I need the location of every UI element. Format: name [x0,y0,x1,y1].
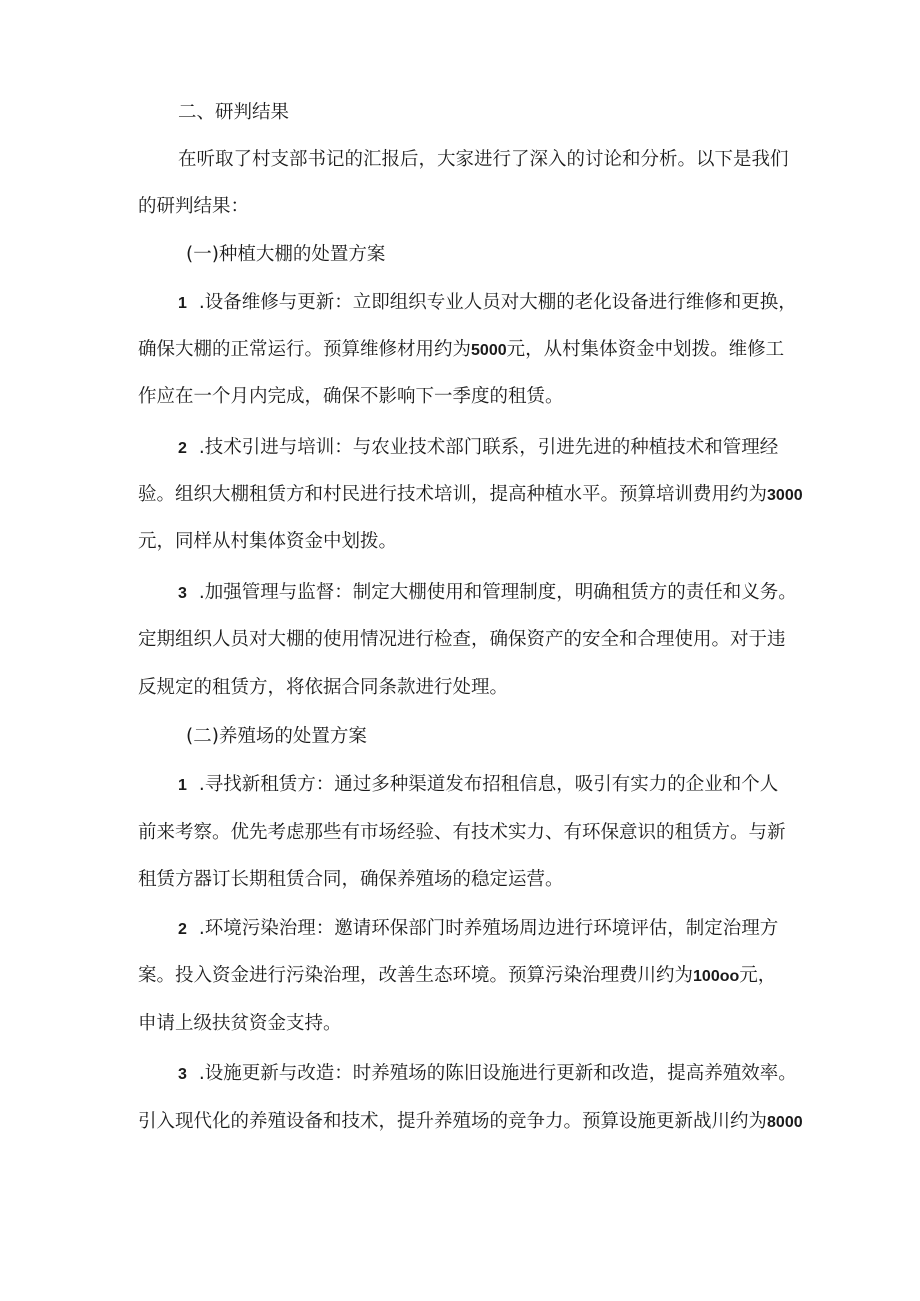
sub2-item-2-line-3: 申请上级扶贫资金支持。 [138,1013,342,1034]
sub2-item-2-line-2 [138,963,776,990]
item-number: 2 [178,440,187,457]
item-text: .设备维修与更新：立即组织专业人员对大棚的老化设备进行维修和更换， [198,292,797,313]
sub2-item-3-line-2 [138,1109,803,1136]
item-text: 案。投入资金进行污染治理，改善生态环境。预算污染治理费川约为 [138,965,694,986]
sub2-item-1-line-1 [178,772,778,799]
subsection-2-heading: (二)养殖场的处置方案 [186,726,367,747]
budget-amount: 3000 [767,487,803,504]
budget-amount: 8000 [767,1114,803,1131]
item-number: 3 [178,1066,187,1083]
item-number: 2 [178,921,187,938]
item-text: .加强管理与监督：制定大棚使用和管理制度，明确租赁方的责任和义务。 [198,582,797,603]
sub2-item-3-line-1 [178,1061,797,1088]
sub2-item-1-line-3: 租赁方器订长期租赁合同，确保养殖场的稳定运营。 [138,869,564,890]
item-text: 元，从村集体资金中划拨。维修工 [506,339,785,360]
sub2-item-2-line-1 [178,916,778,943]
sub1-item-3-line-3: 反规定的租赁方，将依据合同条款进行处理。 [138,677,509,698]
sub1-item-2-line-2 [138,482,803,509]
sub1-item-2-line-3: 元，同样从村集体资金中划拨。 [138,531,398,552]
subsection-1-heading: (一)种植大棚的处置方案 [186,244,386,265]
item-text: .寻找新租赁方：通过多种渠道发布招租信息，吸引有实力的企业和个人 [198,774,779,795]
item-text: 元， [739,965,777,986]
item-number: 1 [178,777,187,794]
item-text: 引入现代化的养殖设备和技术，提升养殖场的竞争力。预算设施更新战川约为 [138,1111,768,1132]
budget-amount: 100oo [693,968,740,985]
intro-line-2: 的研判结果： [138,196,250,217]
item-text: .设施更新与改造：时养殖场的陈旧设施进行更新和改造，提高养殖效率。 [198,1063,797,1084]
sub1-item-1-line-3: 作应在一个月内完成，确保不影响下一季度的租赁。 [138,386,564,407]
item-text: 确保大棚的正常运行。预算维修材用约为 [138,339,472,360]
sub1-item-1-line-1 [178,290,797,317]
item-text: 验。组织大棚租赁方和村民进行技术培训，提高种植水平。预算培训费用约为 [138,484,768,505]
item-number: 1 [178,295,187,312]
intro-line-1: 在听取了村支部书记的汇报后，大家进行了深入的讨论和分析。以下是我们 [178,149,789,170]
sub1-item-1-line-2 [138,337,784,364]
budget-amount: 5000 [471,342,507,359]
sub2-item-1-line-2: 前来考察。优先考虑那些有市场经验、有技术实力、有环保意识的租赁方。与新 [138,822,786,843]
sub1-item-3-line-1 [178,580,797,607]
item-number: 3 [178,585,187,602]
section-heading: 二、研判结果 [178,102,290,123]
sub1-item-3-line-2: 定期组织人员对大棚的使用情况进行检查，确保资产的安全和合理使用。对于违 [138,629,786,650]
item-text: .环境污染治理：邀请环保部门时养殖场周边进行环境评估，制定治理方 [198,918,779,939]
item-text: .技术引进与培训：与农业技术部门联系，引进先进的种植技术和管理经 [198,437,779,458]
sub1-item-2-line-1 [178,435,778,462]
